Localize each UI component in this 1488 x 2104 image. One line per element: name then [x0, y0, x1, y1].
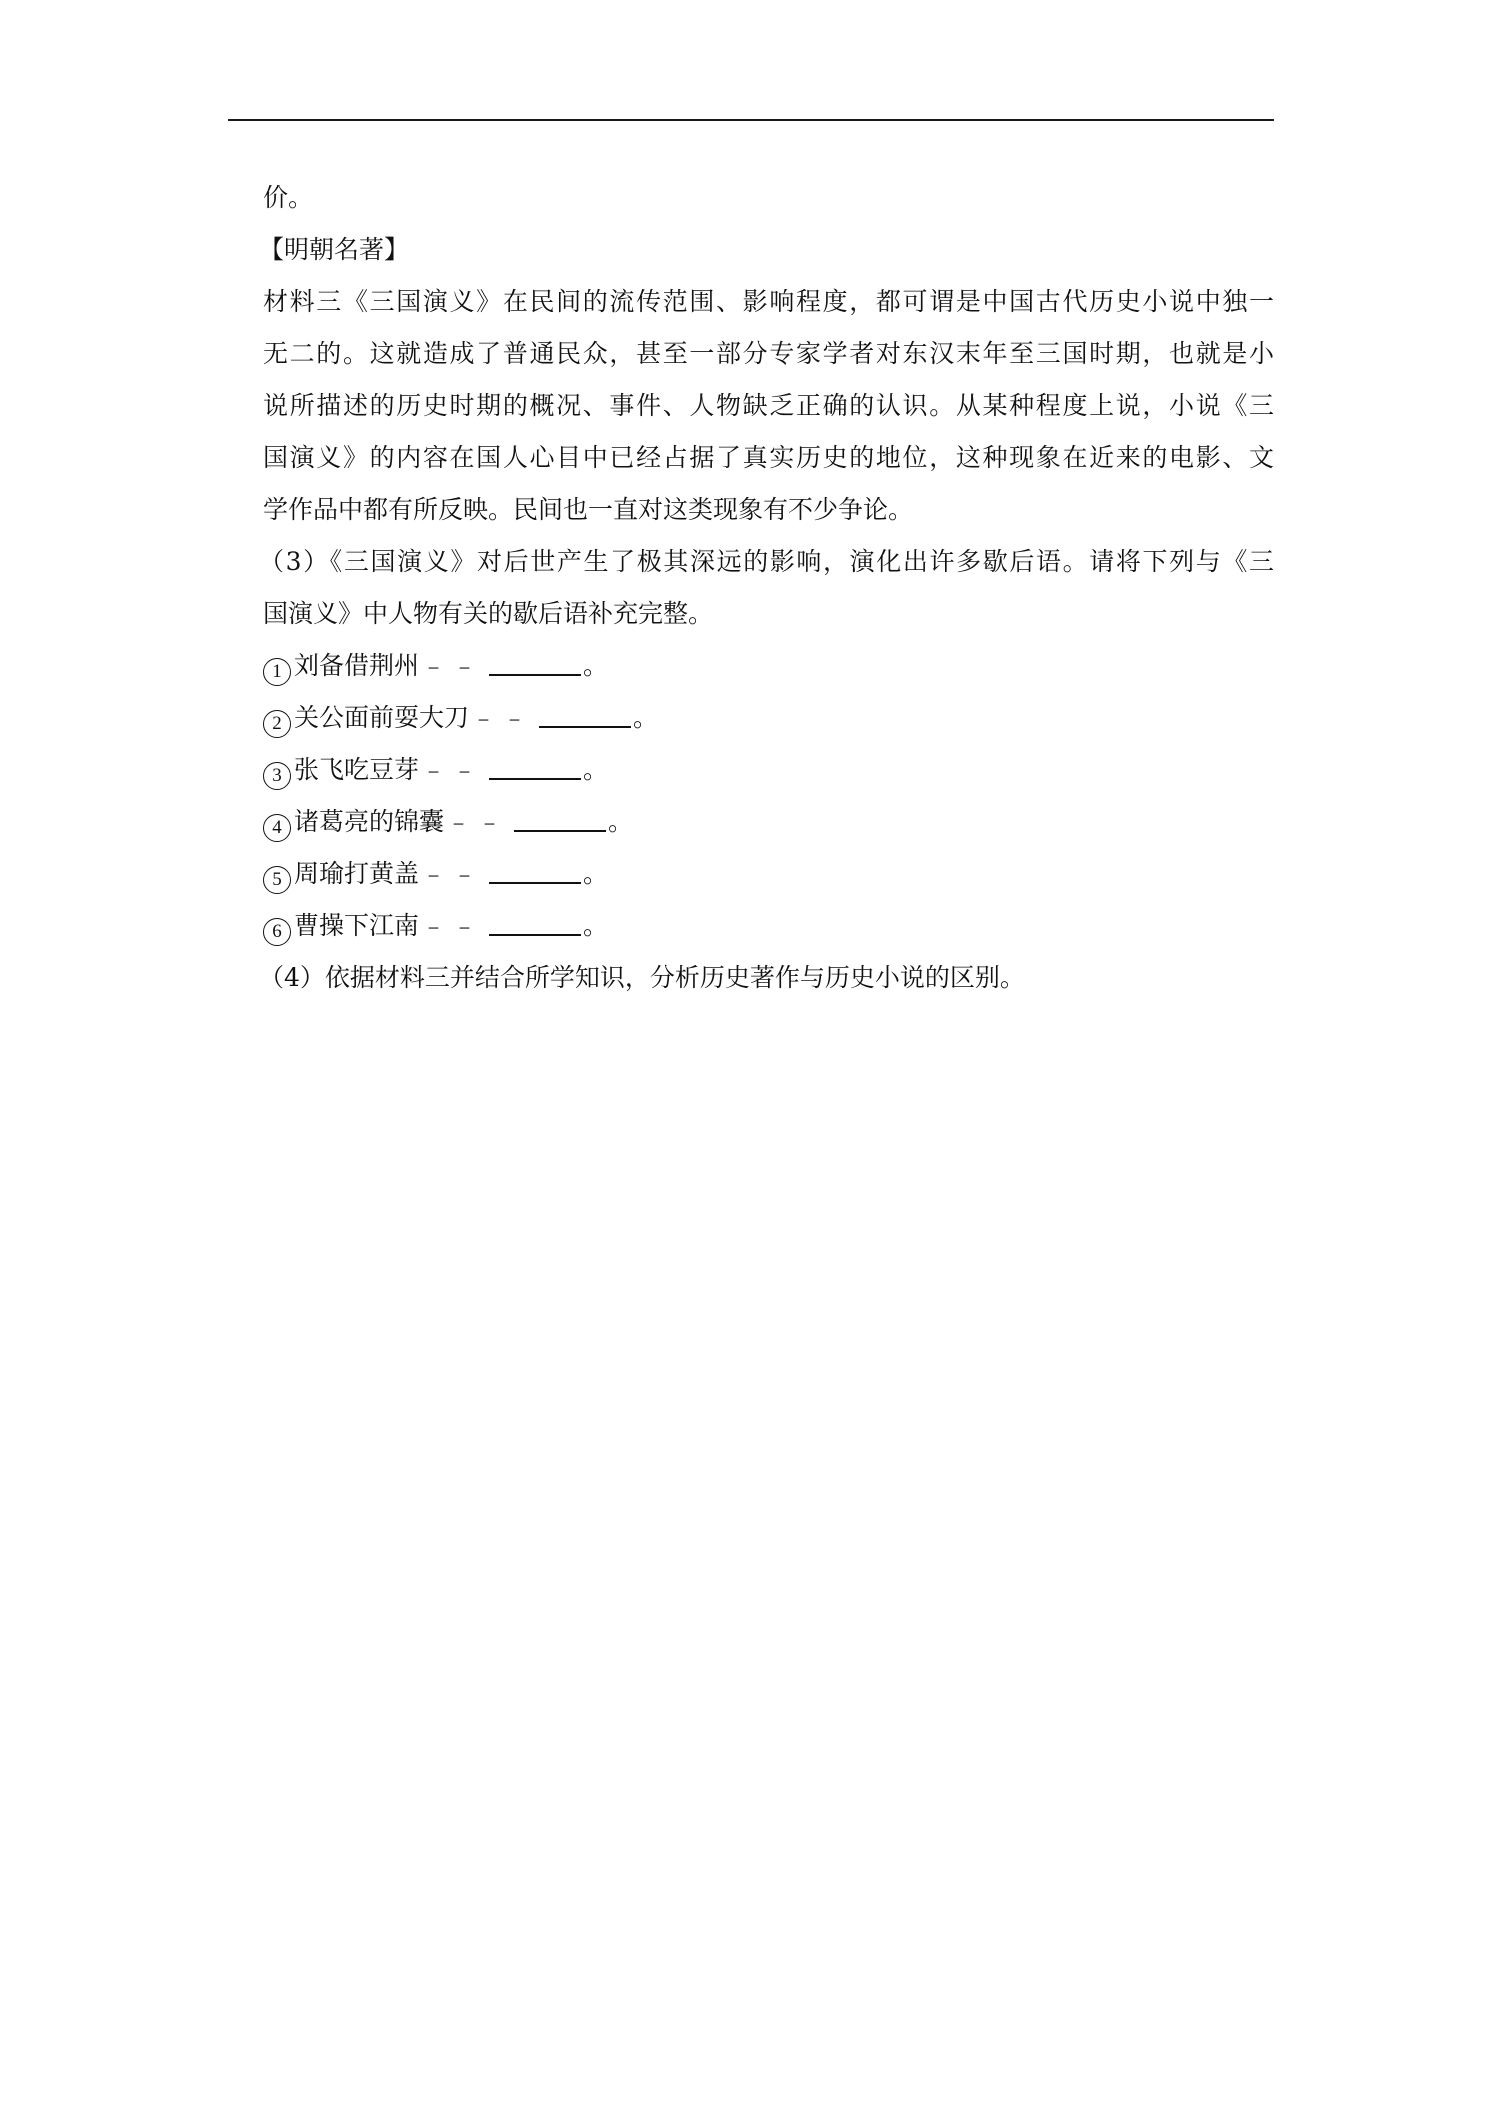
circled-number: 3: [263, 762, 291, 790]
section-heading: 【明朝名著】: [259, 235, 410, 264]
list-item: [263, 744, 1274, 796]
dash: ﹣﹣: [421, 755, 484, 784]
material-three-line-4: 国演义》的内容在国人心目中已经占据了真实历史的地位，这种现象在近来的电影、文: [263, 443, 1274, 472]
circled-number: 4: [263, 814, 291, 842]
end-mark: 。: [583, 911, 609, 940]
answer-blank[interactable]: [489, 752, 581, 780]
dash: ﹣﹣: [421, 911, 484, 940]
text-line-continuation: 价。: [263, 183, 314, 212]
dash: ﹣﹣: [421, 859, 484, 888]
circled-number: 6: [263, 918, 291, 946]
answer-blank[interactable]: [514, 804, 606, 832]
answer-blank[interactable]: [539, 700, 631, 728]
circled-number: 1: [263, 658, 291, 686]
end-mark: 。: [608, 807, 634, 836]
answer-blank[interactable]: [489, 908, 581, 936]
list-item: [263, 796, 1274, 848]
dash: ﹣﹣: [471, 703, 534, 732]
question-4: （4）依据材料三并结合所学知识，分析历史著作与历史小说的区别。: [259, 963, 1025, 992]
item-text: 关公面前耍大刀: [294, 703, 470, 732]
item-text: 曹操下江南: [294, 911, 420, 940]
list-item: [263, 640, 1274, 692]
end-mark: 。: [583, 755, 609, 784]
item-text: 张飞吃豆芽: [294, 755, 420, 784]
list-item: [263, 900, 1274, 952]
document-body: [259, 172, 1274, 1004]
item-text: 周瑜打黄盖: [294, 859, 420, 888]
end-mark: 。: [583, 859, 609, 888]
item-text: 刘备借荆州: [294, 651, 420, 680]
material-three-line-5: 学作品中都有所反映。民间也一直对这类现象有不少争论。: [263, 495, 914, 524]
list-item: [263, 848, 1274, 900]
header-rule: [228, 119, 1274, 121]
circled-number: 5: [263, 866, 291, 894]
answer-blank[interactable]: [489, 856, 581, 884]
question-3-line-2: 国演义》中人物有关的歇后语补充完整。: [263, 599, 714, 628]
end-mark: 。: [633, 703, 659, 732]
list-item: [263, 692, 1274, 744]
answer-blank[interactable]: [489, 648, 581, 676]
dash: ﹣﹣: [421, 651, 484, 680]
material-three-line-2: 无二的。这就造成了普通民众，甚至一部分专家学者对东汉末年至三国时期，也就是小: [263, 339, 1274, 368]
circled-number: 2: [263, 710, 291, 738]
end-mark: 。: [583, 651, 609, 680]
material-three-line-1: 材料三《三国演义》在民间的流传范围、影响程度，都可谓是中国古代历史小说中独一: [263, 287, 1274, 316]
material-three-line-3: 说所描述的历史时期的概况、事件、人物缺乏正确的认识。从某种程度上说，小说《三: [263, 391, 1274, 420]
item-text: 诸葛亮的锦囊: [294, 807, 445, 836]
dash: ﹣﹣: [446, 807, 509, 836]
question-3-line-1: （3）《三国演义》对后世产生了极其深远的影响，演化出许多歇后语。请将下列与《三: [259, 547, 1274, 576]
